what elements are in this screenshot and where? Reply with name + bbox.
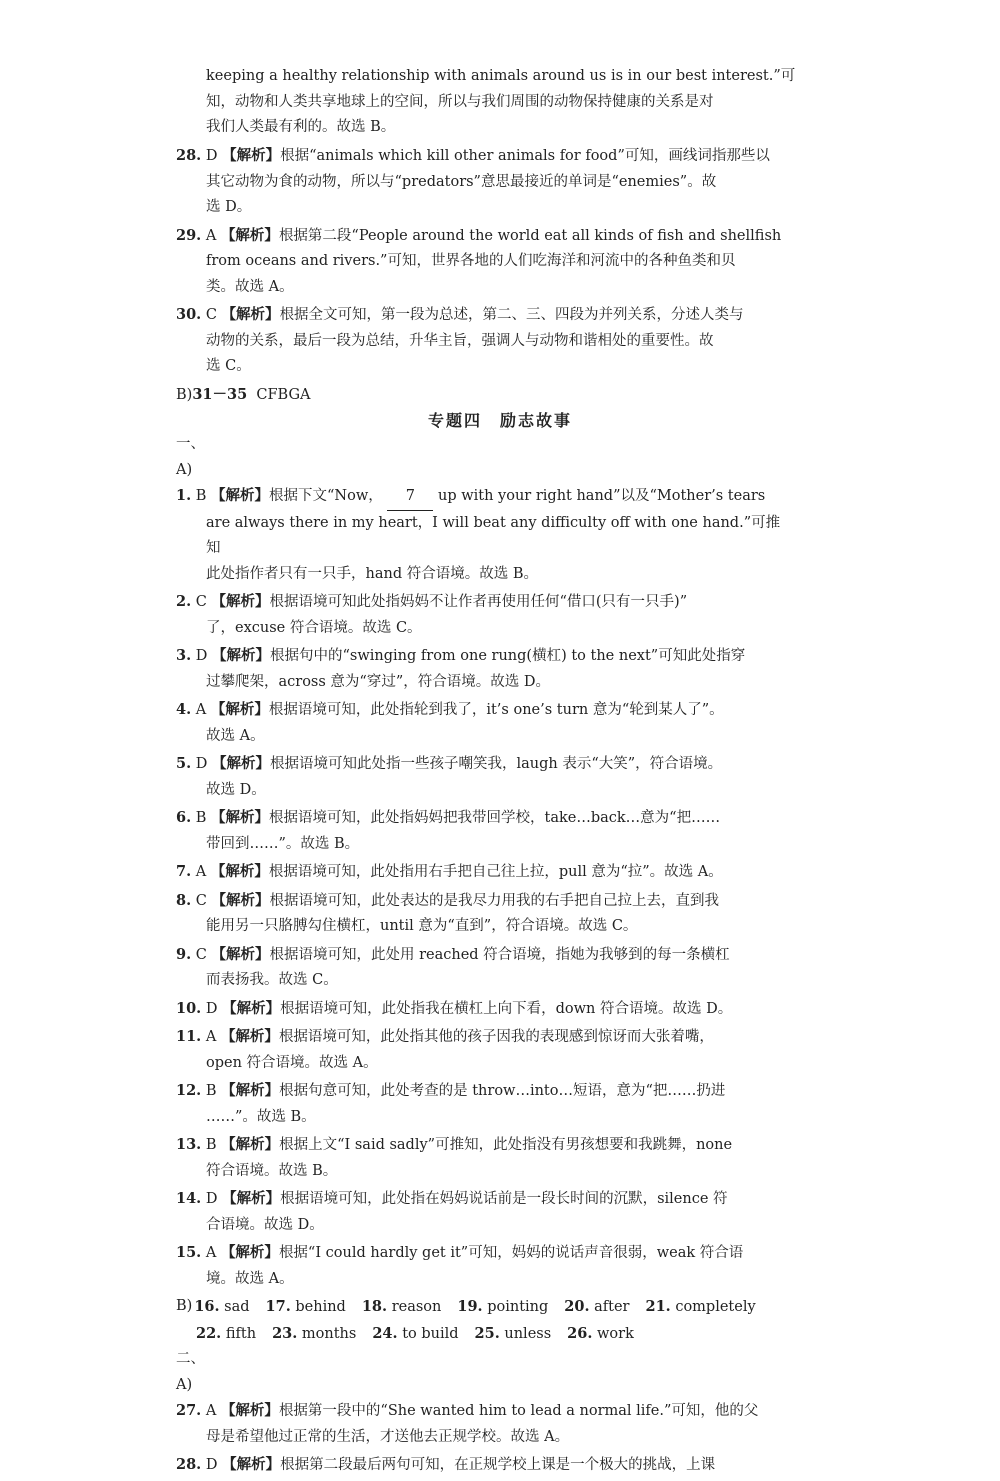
text-segment: up with your right hand”以及“Mother’s tears — [437, 488, 766, 504]
text-line: 动物的关系，最后一段为总结，升华主旨，强调人与动物和谐相处的重要性。故 — [206, 332, 714, 349]
analysis-tag: 【解析】 — [220, 226, 279, 244]
item-number: 15. — [176, 1244, 202, 1261]
item-answer: D — [205, 148, 218, 164]
item-answer: B — [205, 1083, 217, 1099]
analysis-tag: 【解析】 — [222, 1456, 281, 1473]
fill-item — [564, 1294, 629, 1321]
analysis-tag: 【解析】 — [222, 1190, 281, 1207]
analysis-tag: 【解析】 — [211, 945, 270, 963]
b-prefix: B) — [176, 386, 193, 403]
fill-number: 19. — [457, 1298, 483, 1315]
fill-item — [272, 1321, 356, 1348]
fill-word: fifth — [225, 1325, 257, 1342]
section-sub: A) — [176, 461, 193, 478]
analysis-tag: 【解析】 — [221, 1082, 280, 1099]
answer-item — [176, 996, 786, 1023]
fill-word: behind — [295, 1299, 346, 1315]
analysis-tag: 【解析】 — [211, 891, 270, 909]
text-line: open 符合语境。故选 A。 — [206, 1054, 378, 1071]
text-line: 根据语境可知此处指妈妈不让作者再使用任何“借口(只有一只手)” — [269, 594, 688, 610]
b-answers: CFBGA — [256, 386, 311, 403]
answer-item — [176, 1078, 786, 1130]
fill-word: work — [597, 1325, 634, 1342]
fill-word: months — [301, 1325, 357, 1342]
item-answer: C — [195, 594, 207, 610]
section-sub: A) — [176, 1376, 193, 1393]
fill-number: 25. — [474, 1324, 500, 1342]
item-number: 3. — [176, 647, 192, 664]
item-answer: A — [195, 702, 207, 718]
fill-number: 18. — [361, 1298, 388, 1315]
analysis-tag: 【解析】 — [220, 1244, 279, 1261]
fill-number: 23. — [272, 1324, 298, 1342]
text-line: 根据语境可知，此处指用右手把自己往上拉，pull 意为“拉”。故选 A。 — [268, 864, 723, 880]
section-one — [176, 432, 786, 1481]
text-line: 根据“animals which kill other animals for food”可知，画线词指那些以 — [280, 148, 770, 164]
item-answer: D — [205, 1457, 218, 1473]
text-line: 根据语境可知，此处指我在横杠上向下看，down 符合语境。故选 D。 — [280, 1000, 733, 1017]
fill-prefix: B) — [176, 1298, 193, 1314]
answer-item — [176, 942, 786, 994]
answer-item — [176, 1452, 786, 1479]
text-line: 根据语境可知此处指一些孩子嘲笑我，laugh 表示“大笑”，符合语境。 — [270, 756, 723, 772]
text-line: 类。故选 A。 — [206, 278, 294, 295]
text-line: 母是希望他过正常的生活，才送他去正规学校。故选 A。 — [206, 1428, 570, 1445]
item-number: 5. — [176, 755, 192, 772]
item-number: 12. — [176, 1082, 202, 1099]
text-line: 根据“I could hardly get it”可知，妈妈的说话声音很弱，weak 符合语 — [278, 1245, 744, 1261]
fill-number: 16. — [194, 1298, 220, 1315]
analysis-tag: 【解析】 — [211, 593, 270, 610]
answer-item — [176, 697, 786, 749]
answer-item-1 — [176, 483, 786, 587]
text-line: 而表扬我。故选 C。 — [206, 972, 338, 988]
item-answer: C — [195, 892, 207, 909]
fill-number: 20. — [564, 1298, 590, 1315]
analysis-tag: 【解析】 — [222, 999, 281, 1017]
text-line: 根据句意可知，此处考查的是 throw…into…短语，意为“把……扔进 — [279, 1083, 726, 1099]
answer-item — [176, 1024, 786, 1076]
fill-word: after — [594, 1299, 630, 1315]
item-number: 28. — [176, 1456, 202, 1473]
fill-number: 24. — [372, 1324, 398, 1342]
text-line: 故选 D。 — [206, 781, 266, 798]
fill-row — [176, 1321, 786, 1348]
item-number: 4. — [176, 701, 192, 718]
fill-item — [645, 1294, 755, 1321]
item-number: 7. — [176, 863, 192, 880]
item-number: 29. — [176, 226, 202, 244]
item-number: 8. — [176, 891, 192, 909]
fill-number: 21. — [645, 1298, 671, 1315]
text-line: 根据语境可知，此处指在妈妈说话前是一段长时间的沉默，silence 符 — [280, 1191, 728, 1207]
text-segment: 根据下文“Now， — [269, 488, 383, 504]
item-answer: D — [195, 756, 208, 772]
item-answer: A — [205, 1403, 217, 1419]
text-line: 合语境。故选 D。 — [206, 1216, 324, 1233]
fill-word: to build — [402, 1325, 459, 1342]
fill-word: pointing — [487, 1299, 549, 1315]
text-line: 知，动物和人类共享地球上的空间，所以与我们周围的动物保持健康的关系是对 — [206, 93, 714, 110]
section-heading: 一、 — [176, 436, 205, 452]
fill-item — [194, 1294, 249, 1321]
item-number: 11. — [176, 1028, 202, 1045]
intro-paragraph — [176, 64, 816, 141]
text-line: 能用另一只胳膊勾住横杠，until 意为“直到”，符合语境。故选 C。 — [206, 918, 638, 934]
analysis-tag: 【解析】 — [221, 1136, 280, 1153]
item-number: 28. — [176, 147, 202, 164]
answer-item — [176, 643, 786, 695]
item-number: 2. — [176, 593, 192, 610]
item-number: 27. — [176, 1402, 202, 1419]
text-line: 根据句中的“swinging from one rung(横杠) to the next”可知此处指穿 — [270, 648, 746, 664]
item-answer: A — [205, 1029, 217, 1045]
fill-answers — [176, 1294, 786, 1347]
item-answer: D — [205, 1000, 218, 1017]
fill-item — [196, 1321, 256, 1348]
answer-item — [176, 1132, 786, 1184]
text-line: 了，excuse 符合语境。故选 C。 — [206, 619, 422, 636]
fill-number: 22. — [196, 1324, 222, 1342]
analysis-tag: 【解析】 — [220, 1402, 279, 1419]
analysis-tag: 【解析】 — [221, 306, 280, 323]
item-answer: B — [195, 810, 207, 826]
answer-item-29 — [176, 223, 786, 301]
fill-number: 17. — [265, 1298, 291, 1315]
answer-item — [176, 1186, 786, 1238]
text-line: 境。故选 A。 — [206, 1270, 294, 1287]
text-line: 选 D。 — [206, 199, 252, 215]
fill-row — [176, 1294, 786, 1321]
topic-title: 专题四 励志故事 — [427, 411, 572, 430]
fill-item — [567, 1321, 634, 1348]
item-number: 6. — [176, 809, 192, 826]
text-line: 根据上文“I said sadly”可推知，此处指没有男孩想要和我跳舞，none — [279, 1137, 733, 1153]
fill-item — [372, 1321, 458, 1348]
text-line: 根据全文可知，第一段为总述，第二、三、四段为并列关系，分述人类与 — [279, 307, 744, 323]
analysis-tag: 【解析】 — [222, 147, 281, 164]
watermark-logo — [788, 1386, 978, 1461]
text-line: keeping a healthy relationship with animals around us is in our best interest.”可 — [206, 68, 796, 84]
item-number: 13. — [176, 1136, 202, 1153]
answer-item — [176, 751, 786, 803]
b-range: 31－35 — [192, 385, 248, 403]
answer-list-b — [176, 589, 786, 1292]
text-line: 根据第二段“People around the world eat all kinds of fish and shellfish — [278, 227, 782, 244]
text-line: from oceans and rivers.”可知，世界各地的人们吃海洋和河流中的各种鱼类和贝 — [206, 253, 736, 269]
fill-word: completely — [675, 1299, 756, 1315]
fill-item — [266, 1294, 346, 1321]
item-answer: A — [205, 227, 217, 244]
analysis-tag: 【解析】 — [211, 809, 270, 826]
text-line: are always there in my heart，I will beat any difficulty off with one hand.”可推知 — [206, 514, 781, 556]
item-number: 1. — [176, 487, 192, 504]
answer-item — [176, 859, 786, 886]
answer-item-30 — [176, 302, 786, 380]
answer-list-c — [176, 1398, 786, 1479]
answer-item-28 — [176, 143, 786, 221]
fill-item — [475, 1321, 552, 1348]
fill-word: unless — [504, 1325, 552, 1342]
text-line: 其它动物为食的动物，所以与“predators”意思最接近的单词是“enemies”。故 — [206, 173, 717, 190]
answer-item — [176, 589, 786, 641]
item-answer: B — [195, 488, 207, 504]
item-answer: B — [205, 1137, 217, 1153]
answer-item — [176, 1240, 786, 1292]
item-number: 9. — [176, 945, 192, 963]
text-line: 根据语境可知，此处指其他的孩子因我的表现感到惊讶而大张着嘴， — [278, 1029, 714, 1045]
text-line: 带回到……”。故选 B。 — [206, 835, 360, 852]
fill-word: sad — [224, 1299, 250, 1315]
text-line: 根据语境可知，此处表达的是我尽力用我的右手把自己拉上去，直到我 — [269, 892, 719, 909]
analysis-tag: 【解析】 — [210, 701, 269, 718]
text-line: 过攀爬架，across 意为“穿过”，符合语境。故选 D。 — [206, 673, 550, 690]
section-heading: 二、 — [176, 1351, 205, 1367]
text-line: 根据语境可知，此处用 reached 符合语境，指她为我够到的每一条横杠 — [269, 946, 730, 963]
analysis-tag: 【解析】 — [220, 1028, 279, 1045]
text-line: 选 C。 — [206, 358, 251, 374]
item-answer: C — [205, 307, 217, 323]
item-answer: A — [195, 864, 207, 880]
answer-item — [176, 888, 786, 940]
blank-number: 7 — [387, 484, 433, 511]
item-number: 30. — [176, 306, 202, 323]
text-line: 此处指作者只有一只手，hand 符合语境。故选 B。 — [206, 565, 538, 582]
text-line: 故选 A。 — [206, 727, 265, 744]
text-line: 根据语境可知，此处指轮到我了，it’s one’s turn 意为“轮到某人了”。 — [268, 702, 724, 718]
text-line: 根据第一段中的“She wanted him to lead a normal life.”可知，他的父 — [278, 1403, 759, 1419]
analysis-tag: 【解析】 — [212, 755, 270, 772]
text-line: 根据第二段最后两句可知，在正规学校上课是一个极大的挑战，上课 — [280, 1457, 716, 1473]
analysis-tag: 【解析】 — [211, 487, 270, 504]
item-answer: C — [195, 946, 207, 963]
text-line: 我们人类最有利的。故选 B。 — [206, 119, 396, 135]
item-answer: A — [205, 1245, 217, 1261]
fill-number: 26. — [567, 1324, 593, 1342]
fill-item — [362, 1294, 442, 1321]
item-answer: D — [205, 1191, 218, 1207]
item-number: 10. — [176, 999, 202, 1017]
analysis-tag: 【解析】 — [212, 647, 270, 664]
fill-item — [457, 1294, 548, 1321]
text-line: 符合语境。故选 B。 — [206, 1162, 338, 1179]
text-line: 根据语境可知，此处指妈妈把我带回学校，take…back…意为“把…… — [269, 810, 721, 826]
fill-word: reason — [391, 1299, 442, 1315]
analysis-tag: 【解析】 — [210, 863, 269, 880]
text-line: ……”。故选 B。 — [206, 1108, 316, 1125]
answer-item — [176, 1398, 786, 1450]
answer-list-a — [176, 143, 786, 408]
item-number: 14. — [176, 1190, 202, 1207]
b-answer-line — [176, 382, 786, 409]
item-answer: D — [195, 648, 208, 664]
answer-item — [176, 805, 786, 857]
